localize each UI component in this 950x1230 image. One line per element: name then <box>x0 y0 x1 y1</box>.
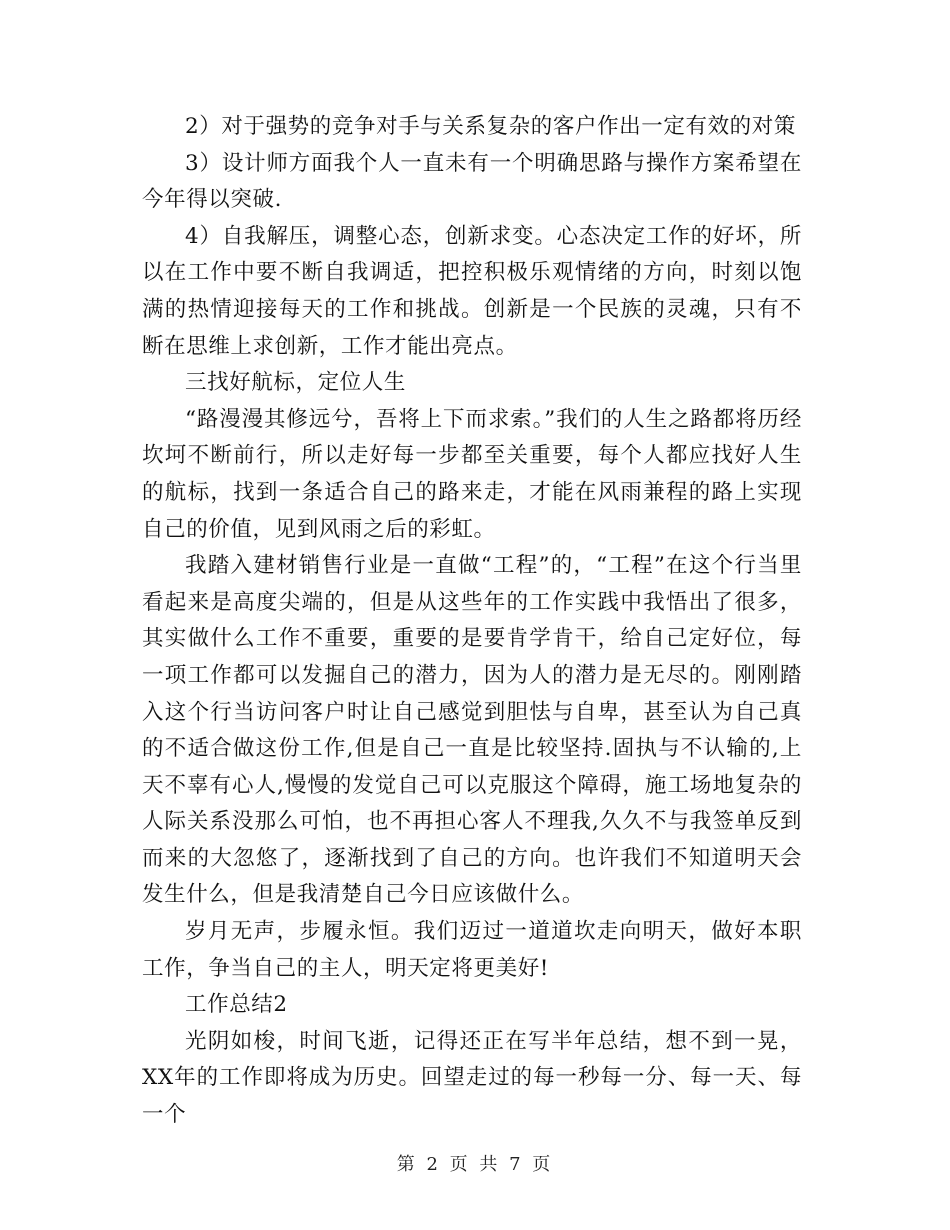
paragraph-item-4: 4）自我解压，调整心态，创新求变。心态决定工作的好坏，所以在工作中要不断自我调适，把控积极乐观情绪的方向，时刻以饱满的热情迎接每天的工作和挑战。创新是一个民族的灵魂，只有不断在思维上求创新，工作才能出亮点。 <box>142 223 802 359</box>
paragraph-quote: “路漫漫其修远兮，吾将上下而求索。”我们的人生之路都将历经坎坷不断前行，所以走好每一步都至关重要，每个人都应找好人生的航标，找到一条适合自己的路来走，才能在风雨兼程的路上实现自己的价值，见到风雨之后的彩虹。 <box>142 406 802 542</box>
paragraph-opening: 光阴如梭，时间飞逝，记得还正在写半年总结，想不到一晃，XX年的工作即将成为历史。回望走过的每一秒每一分、每一天、每一个 <box>142 1028 802 1128</box>
paragraph-conclusion: 岁月无声，步履永恒。我们迈过一道道坎走向明天，做好本职工作，争当自己的主人，明天定将更美好! <box>142 919 802 981</box>
paragraph-experience: 我踏入建材销售行业是一直做“工程”的，“工程”在这个行当里看起来是高度尖端的，但是从这些年的工作实践中我悟出了很多，其实做什么工作不重要，重要的是要肯学肯干，给自己定好位，每一项工作都可以发掘自己的潜力，因为人的潜力是无尽的。刚刚踏入这个行当访问客户时让自己感觉到胆怯与自卑，甚至认为自己真的不适合做这份工作,但是自己一直是比较坚持.固执与不认输的,上天不辜有心人,慢慢的发觉自己可以克服这个障碍，施工场地复杂的人际关系没那么可怕，也不再担心客人不理我,久久不与我签单反到而来的大忽悠了，逐渐找到了自己的方向。也许我们不知道明天会发生什么，但是我清楚自己今日应该做什么。 <box>142 553 802 908</box>
document-body <box>142 109 802 1134</box>
section-heading: 三找好航标，定位人生 <box>185 370 407 396</box>
paragraph-item-3: 3）设计师方面我个人一直未有一个明确思路与操作方案希望在今年得以突破. <box>142 150 802 213</box>
subsection-title: 工作总结2 <box>185 992 288 1018</box>
page-number: 第 2 页 共 7 页 <box>396 1154 554 1175</box>
paragraph-item-2: 2）对于强势的竞争对手与关系复杂的客户作出一定有效的对策 <box>185 114 796 139</box>
